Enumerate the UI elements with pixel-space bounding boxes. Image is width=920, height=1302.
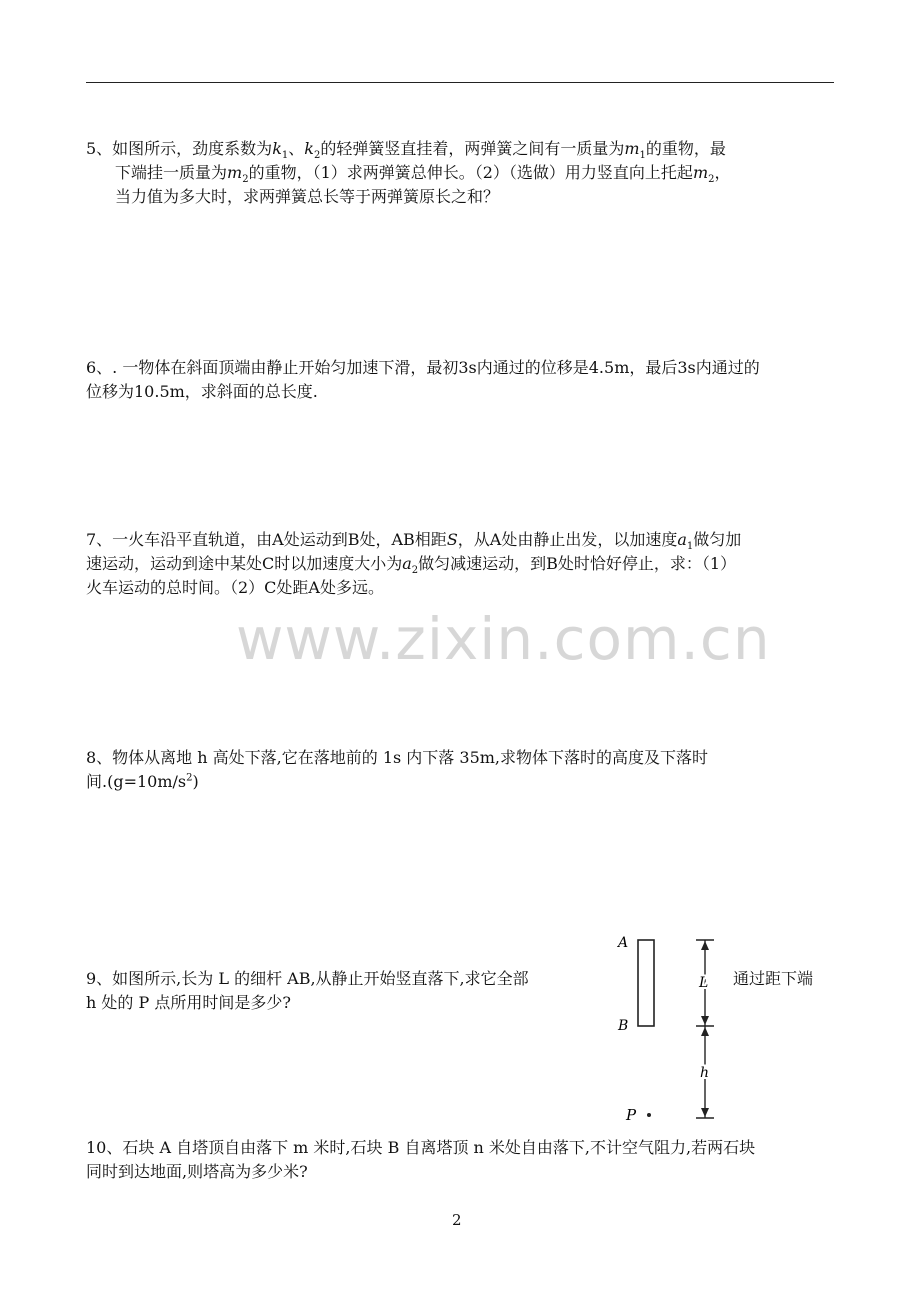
q9-line-1: 9、如图所示,长为 L 的细杆 AB,从静止开始竖直落下,求它全部 [86,969,529,988]
q7-line-2: 速运动，运动到途中某处C时以加速度大小为$a_2$做匀减速运动，到B处时恰好停止，求：（1） [86,554,737,577]
q5-line-3: 当力值为多大时，求两弹簧总长等于两弹簧原长之和？ [115,187,500,206]
q5-line-1: 5、如图所示，劲度系数为$k_1$、$k_2$的轻弹簧竖直挂着，两弹簧之间有一质量为$m_1$的重物，最 [86,139,726,162]
falling-rod-figure [612,930,732,1126]
point-P [647,1113,651,1117]
q7-line-1: 7、一火车沿平直轨道，由A处运动到B处，AB相距S，从A处由静止出发，以加速度$a_1$做匀加 [86,530,742,553]
q10-line-2: 同时到达地面,则塔高为多少米? [86,1162,308,1181]
question-5 [86,137,846,209]
question-9 [86,967,606,1015]
q6-line-2: 位移为10.5m，求斜面的总长度. [86,382,318,401]
label-B: B [618,1018,629,1034]
q8-line-2: 间$.(g=10m/s^2)$ [86,772,199,791]
q6-line-1: 6、. 一物体在斜面顶端由静止开始匀加速下滑，最初3s内通过的位移是4.5m，最后3s内通过的 [86,358,760,377]
label-A: A [618,935,629,951]
header-rule [86,82,834,83]
q9-line-2: h 处的 P 点所用时间是多少? [86,993,291,1012]
watermark: www.zixin.com.cn [236,605,771,673]
question-6 [86,356,856,404]
label-L: L [699,975,709,991]
rod-AB [638,940,654,1026]
label-P: P [626,1106,637,1124]
page-number: 2 [452,1211,462,1229]
question-10 [86,1136,856,1184]
q10-line-1: 10、石块 A 自塔顶自由落下 m 米时,石块 B 自离塔顶 n 米处自由落下,不计空气阻力,若两石块 [86,1138,756,1157]
q8-line-1: 8、物体从离地 h 高处下落,它在落地前的 1s 内下落 35m,求物体下落时的高度及下落时 [86,748,709,767]
question-8 [86,746,856,794]
label-h: h [700,1065,710,1081]
q5-line-2: 下端挂一质量为$m_2$的重物，（1）求两弹簧总伸长。（2）（选做）用力竖直向上托起$m_2$， [115,163,731,186]
q9-line-1-tail: 通过距下端 [733,969,814,988]
question-7 [86,528,856,600]
q7-line-3: 火车运动的总时间。（2）C处距A处多远。 [86,578,384,597]
